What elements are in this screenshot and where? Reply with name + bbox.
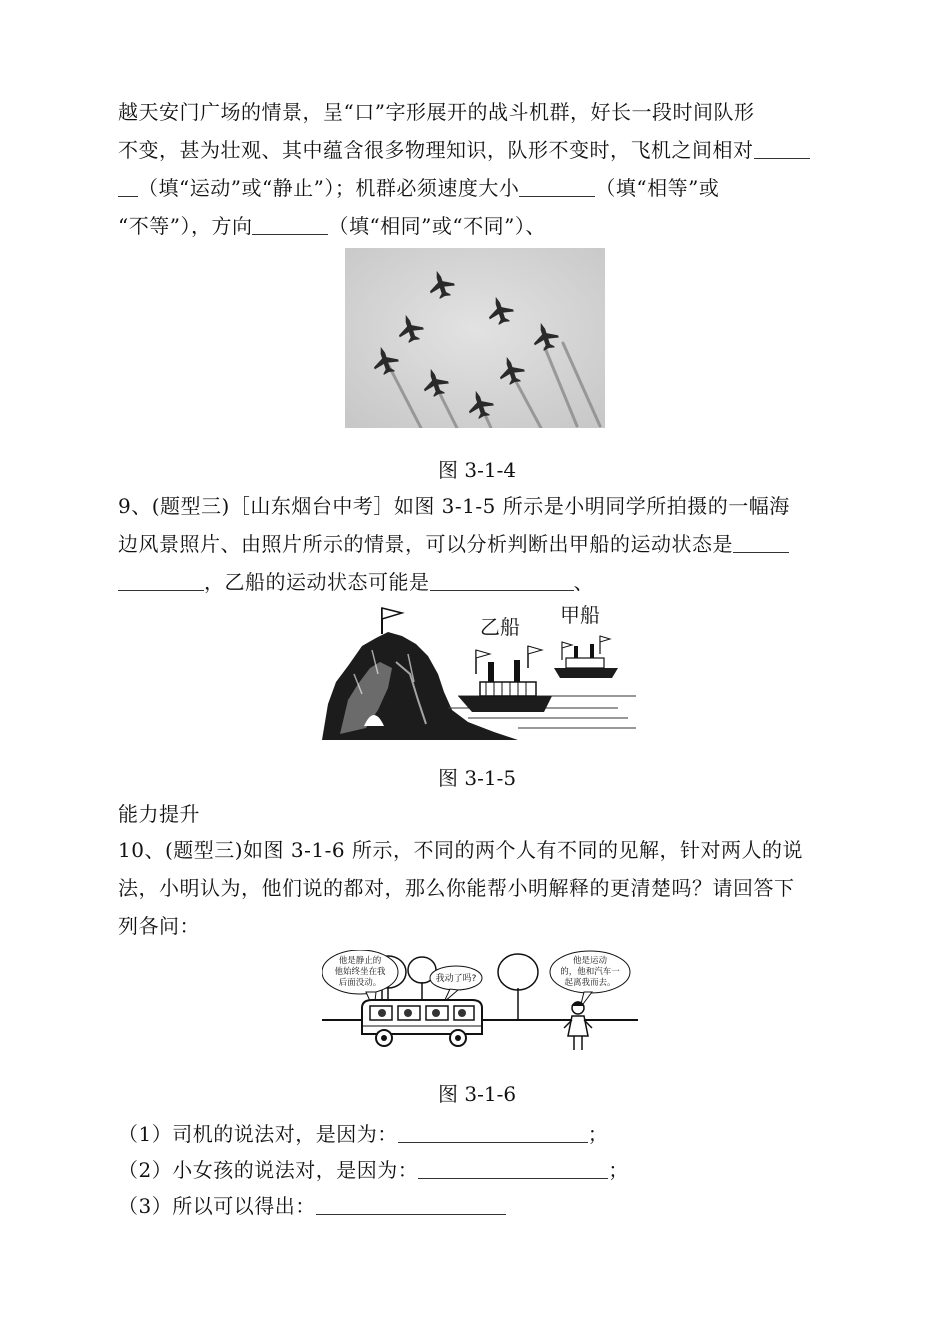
q8-blank-1a[interactable]: [754, 138, 810, 159]
q8-blank-2[interactable]: [519, 176, 595, 197]
answer-line-3: [118, 1192, 506, 1220]
q9-line-2: [118, 530, 789, 558]
answer-1-end: ；: [587, 1122, 609, 1146]
q9-line-2-text: 边风景照片、由照片所示的情景，可以分析判断出甲船的运动状态是: [118, 532, 733, 556]
q8-line-4-text-a: “不等”），方向: [118, 214, 253, 238]
tree-icon: [498, 954, 538, 1020]
bubble-girl-line-3: 起离我而去。: [564, 978, 616, 988]
figure-caption-3-1-6: 图 3-1-6: [438, 1082, 517, 1106]
q9-line-3-text-b: 、: [573, 570, 594, 594]
answer-1-text: （1）司机的说法对，是因为：: [118, 1122, 398, 1146]
q9-blank-2[interactable]: [430, 570, 574, 591]
q8-line-2: [118, 136, 810, 164]
q8-line-3: [118, 174, 719, 202]
boat-yi-drawing: [458, 646, 552, 712]
bus-girl-cartoon: [322, 950, 638, 1056]
boat-yi-label: 乙船: [480, 615, 520, 639]
answer-line-1: [118, 1120, 608, 1148]
answer-2-blank[interactable]: [418, 1158, 608, 1179]
bubble-girl-line-2: 的，他和汽车一: [560, 967, 620, 977]
q8-line-3-text-a: （填“运动”或“静止”）；机群必须速度大小: [138, 176, 520, 200]
bubble-passenger-text: 我动了吗?: [435, 974, 477, 984]
bubble-driver-line-3: 后面没动。: [338, 978, 382, 988]
q8-line-4: [118, 212, 546, 240]
q9-line-3-text-a: ，乙船的运动状态可能是: [204, 570, 430, 594]
q9-line-3: [118, 568, 594, 596]
q8-blank-1b[interactable]: [118, 176, 138, 197]
answer-3-text: （3）所以可以得出：: [118, 1194, 316, 1218]
answer-line-2: [118, 1156, 629, 1184]
q8-line-3-text-b: （填“相等”或: [595, 176, 720, 200]
bubble-driver-line-2: 他始终坐在我: [334, 967, 386, 977]
bubble-girl-line-1: 他是运动: [572, 956, 608, 966]
boat-jia-label: 甲船: [560, 604, 600, 627]
answer-2-text: （2）小女孩的说法对，是因为：: [118, 1158, 419, 1182]
bus-drawing: [362, 1000, 482, 1046]
q8-line-4-text-b: （填“相同”或“不同”）、: [328, 214, 546, 238]
speech-bubble-passenger: [430, 966, 482, 1002]
q9-blank-1b[interactable]: [118, 570, 204, 591]
q8-blank-3[interactable]: [252, 214, 328, 235]
speech-bubble-girl: [550, 951, 630, 1008]
girl-figure: [564, 1002, 592, 1050]
boat-jia-drawing: [554, 636, 618, 678]
q10-line-2: 法，小明认为，他们说的都对，那么你能帮小明解释的更清楚吗？请回答下: [118, 876, 795, 900]
section-title: 能力提升: [118, 802, 200, 826]
figure-caption-3-1-5: 图 3-1-5: [438, 766, 517, 790]
figure-caption-3-1-4: 图 3-1-4: [438, 458, 517, 482]
q8-line-1: 越天安门广场的情景，呈“口”字形展开的战斗机群，好长一段时间队形: [118, 100, 755, 124]
jet-formation-photo: [345, 248, 605, 428]
bubble-driver-line-1: 他是静止的: [338, 956, 382, 966]
seaside-scene-drawing: [318, 604, 636, 744]
q9-blank-1a[interactable]: [733, 532, 789, 553]
answer-2-end: ；: [608, 1158, 629, 1182]
q9-line-1: 9、(题型三)［山东烟台中考］如图 3-1-5 所示是小明同学所拍摄的一幅海: [118, 494, 790, 518]
q8-line-2-text: 不变，甚为壮观、其中蕴含很多物理知识，队形不变时，飞机之间相对: [118, 138, 754, 162]
answer-3-blank[interactable]: [316, 1194, 506, 1215]
answer-1-blank[interactable]: [398, 1122, 588, 1143]
q10-line-3: 列各问：: [118, 914, 200, 938]
q10-line-1: 10、(题型三)如图 3-1-6 所示，不同的两个人有不同的见解，针对两人的说: [118, 838, 803, 862]
